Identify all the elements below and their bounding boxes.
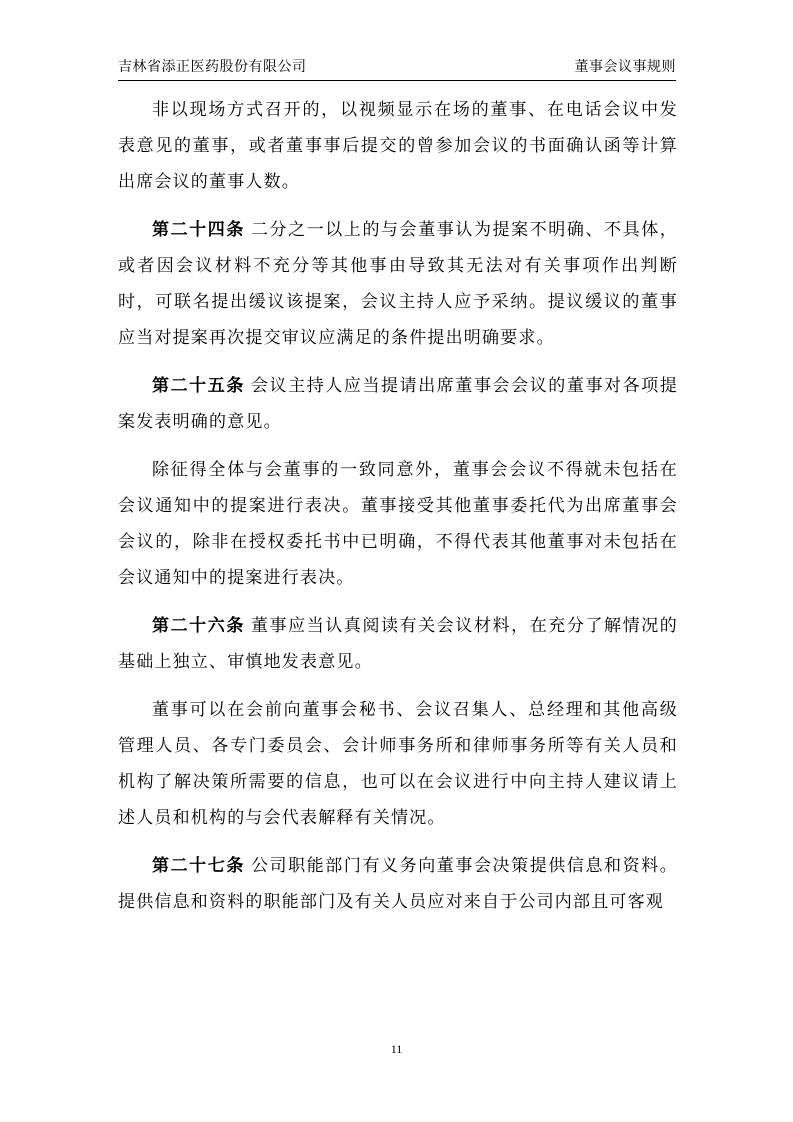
page-number: 11 (390, 1042, 403, 1056)
paragraph-text: 公司职能部门有义务向董事会决策提供信息和资料。提供信息和资料的职能部门及有关人员应对来自于公司内部且可客观 (118, 856, 679, 912)
paragraph (118, 848, 678, 920)
paragraph (118, 368, 678, 440)
article-heading: 第二十七条 (152, 856, 245, 876)
header-company: 吉林省添正医药股份有限公司 (118, 59, 307, 75)
article-heading: 第二十五条 (152, 376, 245, 396)
paragraph-text: 会议主持人应当提请出席董事会会议的董事对各项提案发表明确的意见。 (118, 376, 679, 432)
paragraph (118, 452, 678, 596)
header-doc-title: 董事会议事规则 (574, 59, 676, 75)
article-heading: 第二十四条 (152, 220, 245, 240)
article-heading: 第二十六条 (152, 616, 245, 636)
paragraph (118, 608, 678, 680)
paragraph-text: 非以现场方式召开的，以视频显示在场的董事、在电话会议中发表意见的董事，或者董事事后提交的曾参加会议的书面确认函等计算出席会议的董事人数。 (118, 100, 678, 192)
paragraph-text: 二分之一以上的与会董事认为提案不明确、不具体，或者因会议材料不充分等其他事由导致其无法对有关事项作出判断时，可联名提出缓议该提案，会议主持人应予采纳。提议缓议的董事应当对提案再次提交审议应满足的条件提出明确要求。 (118, 220, 679, 348)
paragraph-text: 董事可以在会前向董事会秘书、会议召集人、总经理和其他高级管理人员、各专门委员会、会计师事务所和律师事务所等有关人员和机构了解决策所需要的信息，也可以在会议进行中向主持人建议请上述人员和机构的与会代表解释有关情况。 (118, 700, 678, 828)
page-header (118, 52, 676, 81)
paragraph (118, 212, 678, 356)
paragraph (118, 92, 678, 200)
paragraph-text: 董事应当认真阅读有关会议材料，在充分了解情况的基础上独立、审慎地发表意见。 (118, 616, 679, 672)
paragraph-text: 除征得全体与会董事的一致同意外，董事会会议不得就未包括在会议通知中的提案进行表决。董事接受其他董事委托代为出席董事会会议的，除非在授权委托书中已明确，不得代表其他董事对未包括在会议通知中的提案进行表决。 (118, 460, 678, 588)
document-body (118, 92, 678, 932)
paragraph (118, 692, 678, 836)
